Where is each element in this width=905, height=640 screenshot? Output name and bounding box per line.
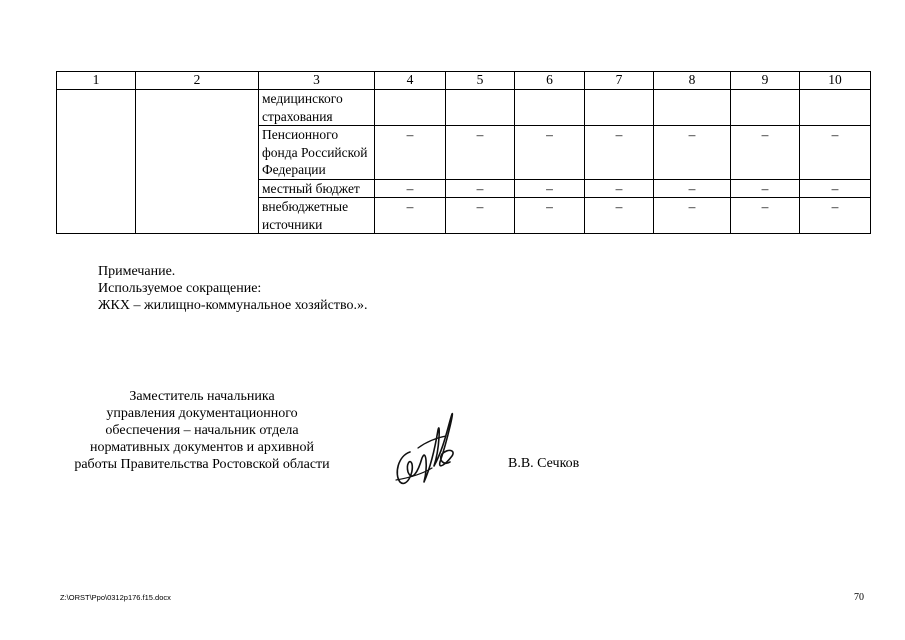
table-cell bbox=[800, 90, 871, 126]
column-header: 8 bbox=[654, 72, 731, 90]
position-line: нормативных документов и архивной bbox=[90, 440, 314, 455]
table-cell bbox=[57, 90, 136, 234]
table-cell: – bbox=[446, 198, 515, 234]
table-cell: – bbox=[654, 179, 731, 198]
table-cell: – bbox=[585, 198, 654, 234]
file-path: Z:\ORST\Ppo\0312p176.f15.docx bbox=[60, 593, 171, 602]
table-header-row bbox=[57, 72, 871, 90]
table-cell: – bbox=[446, 179, 515, 198]
table-cell: – bbox=[375, 198, 446, 234]
column-header: 3 bbox=[259, 72, 375, 90]
budget-table bbox=[56, 71, 871, 234]
handwritten-signature-icon bbox=[388, 408, 462, 492]
page-number: 70 bbox=[854, 592, 864, 603]
table-cell: – bbox=[731, 179, 800, 198]
column-header: 2 bbox=[136, 72, 259, 90]
column-header: 6 bbox=[515, 72, 585, 90]
table-cell: – bbox=[800, 179, 871, 198]
note-block bbox=[98, 263, 367, 314]
column-header: 10 bbox=[800, 72, 871, 90]
table-cell bbox=[375, 90, 446, 126]
position-line: управления документационного bbox=[106, 406, 298, 421]
position-line: обеспечения – начальник отдела bbox=[105, 423, 299, 438]
signatory-name: В.В. Сечков bbox=[508, 456, 580, 471]
table-cell: – bbox=[375, 126, 446, 180]
table-cell: – bbox=[375, 179, 446, 198]
table-cell: – bbox=[654, 198, 731, 234]
table-cell: – bbox=[800, 126, 871, 180]
table-cell: – bbox=[515, 179, 585, 198]
column-header: 1 bbox=[57, 72, 136, 90]
note-title: Примечание. bbox=[98, 264, 176, 279]
table-cell bbox=[136, 90, 259, 234]
signatory-position bbox=[56, 388, 348, 473]
table-cell: – bbox=[446, 126, 515, 180]
table-cell: медицинского страхования bbox=[259, 90, 375, 126]
table-cell: внебюджетные источники bbox=[259, 198, 375, 234]
table-cell bbox=[446, 90, 515, 126]
table-cell: – bbox=[585, 126, 654, 180]
table-cell bbox=[585, 90, 654, 126]
table-cell: – bbox=[585, 179, 654, 198]
column-header: 7 bbox=[585, 72, 654, 90]
table-cell bbox=[654, 90, 731, 126]
table-cell: – bbox=[515, 198, 585, 234]
table-cell: – bbox=[515, 126, 585, 180]
column-header: 9 bbox=[731, 72, 800, 90]
note-line: Используемое сокращение: bbox=[98, 281, 262, 296]
table-cell bbox=[731, 90, 800, 126]
table-cell: местный бюджет bbox=[259, 179, 375, 198]
table-cell bbox=[515, 90, 585, 126]
column-header: 4 bbox=[375, 72, 446, 90]
table-cell: Пенсионного фонда Российской Федерации bbox=[259, 126, 375, 180]
position-line: Заместитель начальника bbox=[129, 389, 275, 404]
table-cell: – bbox=[731, 198, 800, 234]
table-cell: – bbox=[800, 198, 871, 234]
table-cell: – bbox=[654, 126, 731, 180]
column-header: 5 bbox=[446, 72, 515, 90]
note-line: ЖКХ – жилищно-коммунальное хозяйство.». bbox=[98, 298, 368, 313]
table-row bbox=[57, 90, 871, 126]
position-line: работы Правительства Ростовской области bbox=[74, 457, 330, 472]
table-cell: – bbox=[731, 126, 800, 180]
